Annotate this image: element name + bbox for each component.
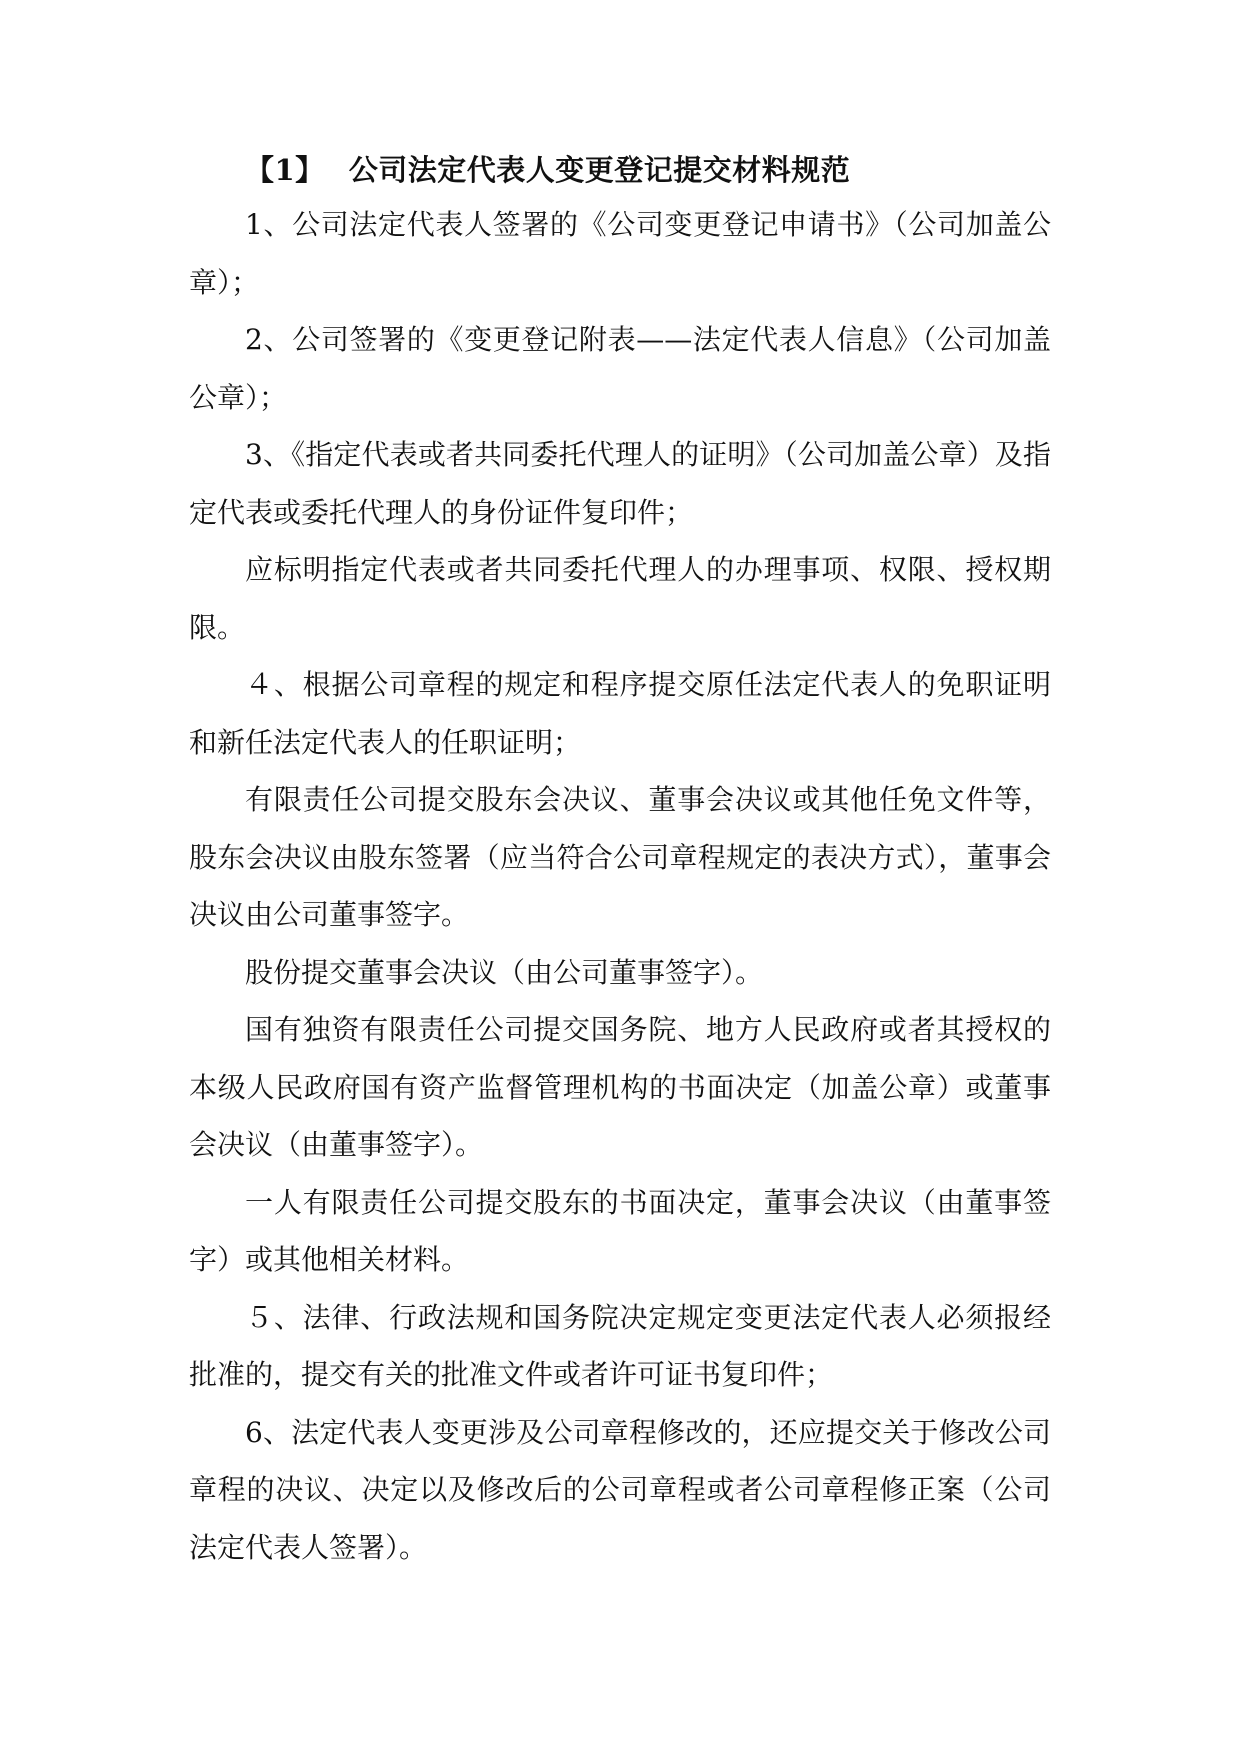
paragraph-item-4-joint-stock: 股份提交董事会决议（由公司董事签字）。 — [245, 955, 764, 989]
paragraph-item-3: 3、《指定代表或者共同委托代理人的证明》（公司加盖公章）及指定代表或委托代理人的身份证件复印件； — [189, 438, 1051, 529]
paragraph-item-3-note: 应标明指定代表或者共同委托代理人的办理事项、权限、授权期限。 — [189, 553, 1051, 644]
document-heading — [245, 148, 850, 192]
paragraph-item-4-state-owned: 国有独资有限责任公司提交国务院、地方人民政府或者其授权的本级人民政府国有资产监督管理机构的书面决定（加盖公章）或董事会决议（由董事签字）。 — [189, 1013, 1051, 1161]
paragraph-item-6: 6、法定代表人变更涉及公司章程修改的，还应提交关于修改公司章程的决议、决定以及修改后的公司章程或者公司章程修正案（公司法定代表人签署）。 — [189, 1415, 1051, 1564]
document-body — [189, 196, 1051, 1576]
heading-title: 公司法定代表人变更登记提交材料规范 — [348, 153, 851, 187]
paragraph-item-5: ５、法律、行政法规和国务院决定规定变更法定代表人必须报经批准的，提交有关的批准文件或者许可证书复印件； — [189, 1300, 1051, 1391]
paragraph-item-4: ４、根据公司章程的规定和程序提交原任法定代表人的免职证明和新任法定代表人的任职证明； — [189, 668, 1051, 759]
paragraph-item-2: 2、公司签署的《变更登记附表——法定代表人信息》（公司加盖公章）； — [189, 323, 1051, 414]
heading-number: 【1】 — [245, 153, 325, 187]
paragraph-item-4-single-shareholder: 一人有限责任公司提交股东的书面决定，董事会决议（由董事签字）或其他相关材料。 — [189, 1185, 1051, 1276]
paragraph-item-1: 1、公司法定代表人签署的《公司变更登记申请书》（公司加盖公章）； — [189, 208, 1051, 299]
paragraph-item-4-llc: 有限责任公司提交股东会决议、董事会决议或其他任免文件等，股东会决议由股东签署（应当符合公司章程规定的表决方式），董事会决议由公司董事签字。 — [189, 783, 1051, 931]
